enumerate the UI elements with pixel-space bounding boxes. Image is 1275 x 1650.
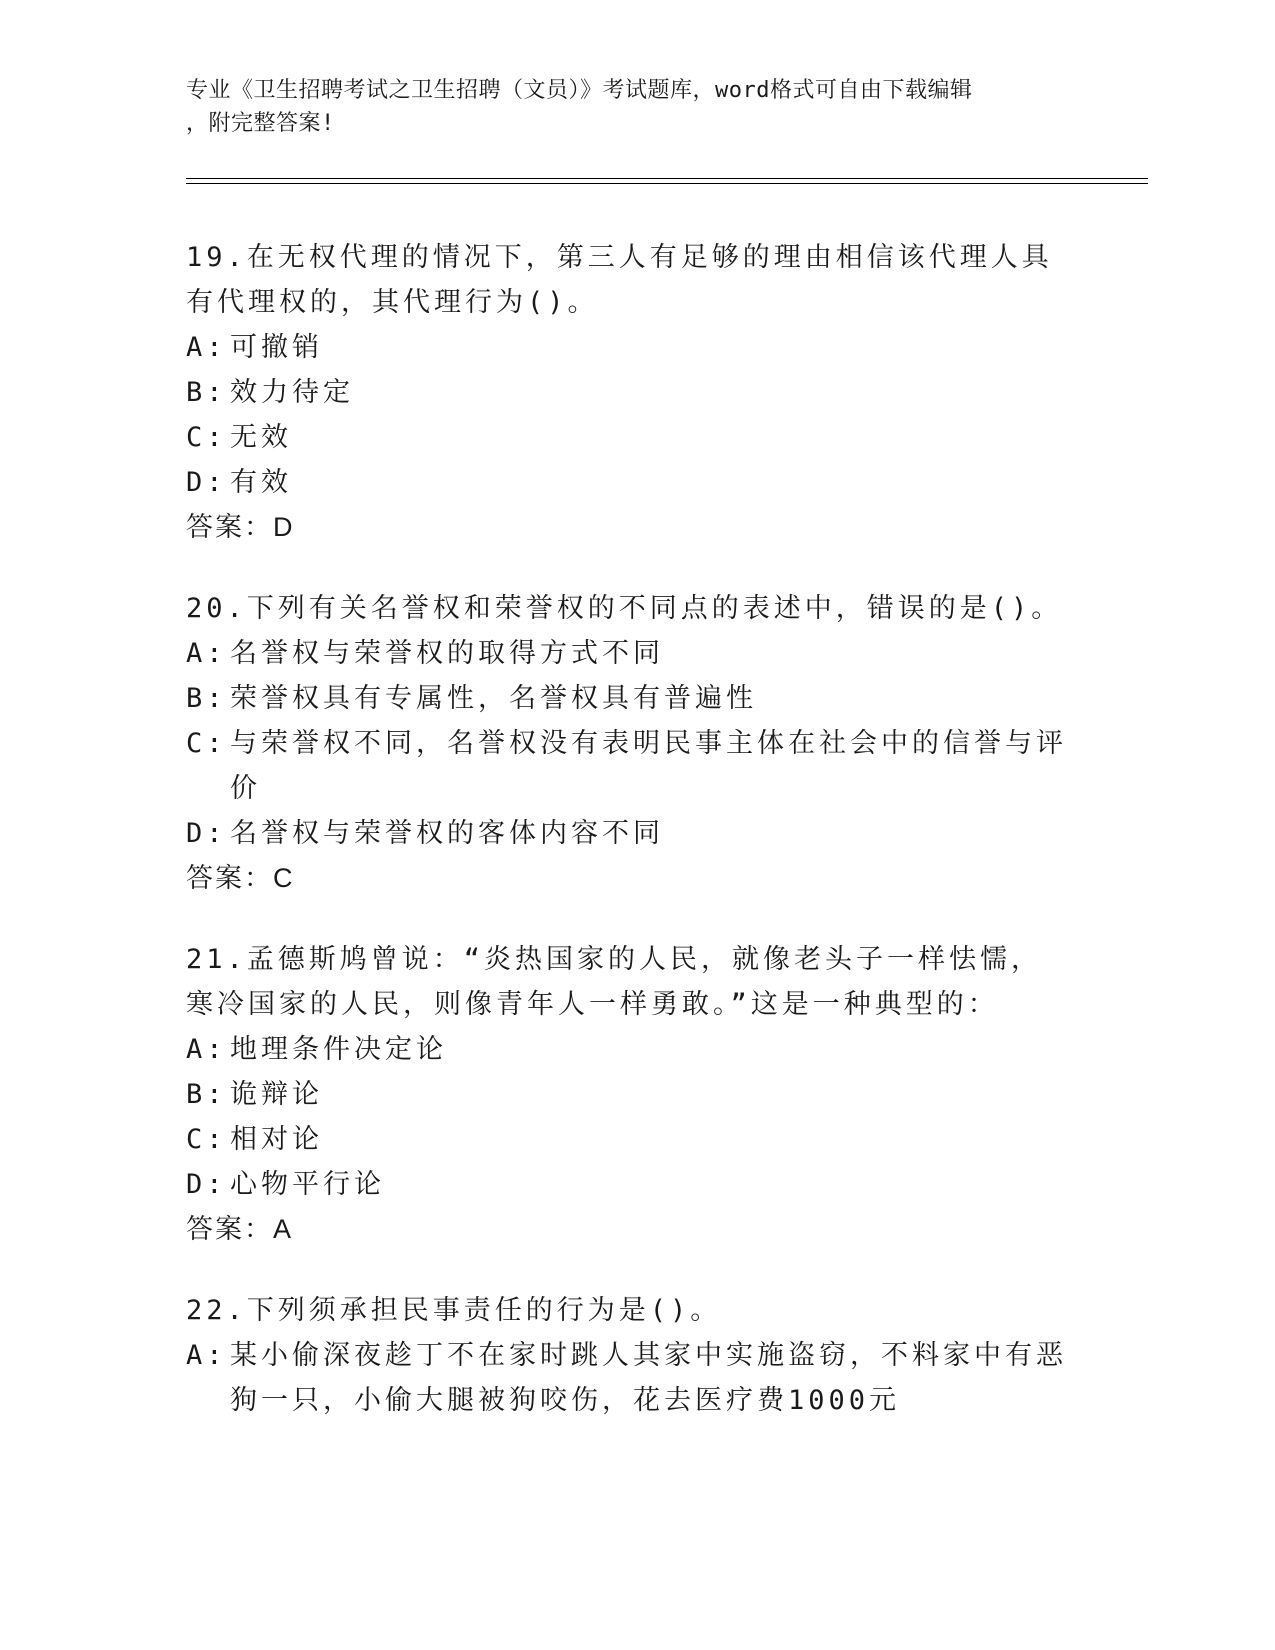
option-key: A: [186,1034,227,1065]
option-a [186,325,1086,370]
question-title: 21.孟德斯鸠曾说：“炎热国家的人民，就像老头子一样怯懦，寒冷国家的人民，则像青年人一样勇敢。”这是一种典型的： [186,944,1043,1020]
option-b [186,1072,1086,1117]
option-key: B: [186,683,227,714]
option-c [186,415,1086,460]
question-title: 20.下列有关名誉权和荣誉权的不同点的表述中，错误的是()。 [186,593,1063,624]
option-b [186,370,1086,415]
question-title: 22.下列须承担民事责任的行为是()。 [186,1295,722,1326]
question-list [186,235,1086,1459]
option-key: B: [186,1079,227,1110]
answer-line: 答案：A [186,1214,294,1244]
option-key: D: [186,818,227,849]
question-21 [186,937,1086,1252]
option-key: A: [186,638,227,669]
option-key: A: [186,332,227,363]
header-divider-top [186,178,1148,179]
option-key: C: [186,1124,227,1155]
option-key: D: [186,1169,227,1200]
option-text: 心物平行论 [230,1169,385,1200]
option-text: 效力待定 [230,377,354,408]
option-c [186,1117,1086,1162]
header-line-1: 专业《卫生招聘考试之卫生招聘（文员）》考试题库，word格式可自由下载编辑 [186,78,973,103]
question-19 [186,235,1086,550]
question-20 [186,586,1086,901]
option-key: D: [186,467,227,498]
option-text: 名誉权与荣誉权的客体内容不同 [230,818,664,849]
option-key: C: [186,422,227,453]
option-text: 有效 [230,467,292,498]
option-text: 荣誉权具有专属性，名誉权具有普遍性 [230,683,757,714]
question-22 [186,1288,1086,1423]
option-key: A: [186,1340,227,1371]
header-divider-bottom [186,183,1148,184]
question-title: 19.在无权代理的情况下，第三人有足够的理由相信该代理人具有代理权的，其代理行为()。 [186,242,1053,318]
option-text: 相对论 [230,1124,323,1155]
option-text: 无效 [230,422,292,453]
option-d [186,460,1086,505]
option-d [186,1162,1086,1207]
option-d [186,811,1086,856]
answer-line: 答案：C [186,863,295,893]
option-a [186,631,1086,676]
option-text: 与荣誉权不同，名誉权没有表明民事主体在社会中的信誉与评价 [230,728,1067,804]
option-b [186,676,1086,721]
option-text: 名誉权与荣誉权的取得方式不同 [230,638,664,669]
document-header [186,74,1066,140]
answer-line: 答案：D [186,512,295,542]
option-a [186,1027,1086,1072]
option-text: 可撤销 [230,332,323,363]
option-text: 某小偷深夜趁丁不在家时跳人其家中实施盗窃，不料家中有恶狗一只，小偷大腿被狗咬伤，花去医疗费1000元 [230,1340,1067,1416]
option-c [186,721,1086,811]
option-a [186,1333,1086,1423]
header-line-2: ，附完整答案! [186,111,335,136]
option-text: 诡辩论 [230,1079,323,1110]
option-text: 地理条件决定论 [230,1034,447,1065]
option-key: B: [186,377,227,408]
option-key: C: [186,728,227,759]
